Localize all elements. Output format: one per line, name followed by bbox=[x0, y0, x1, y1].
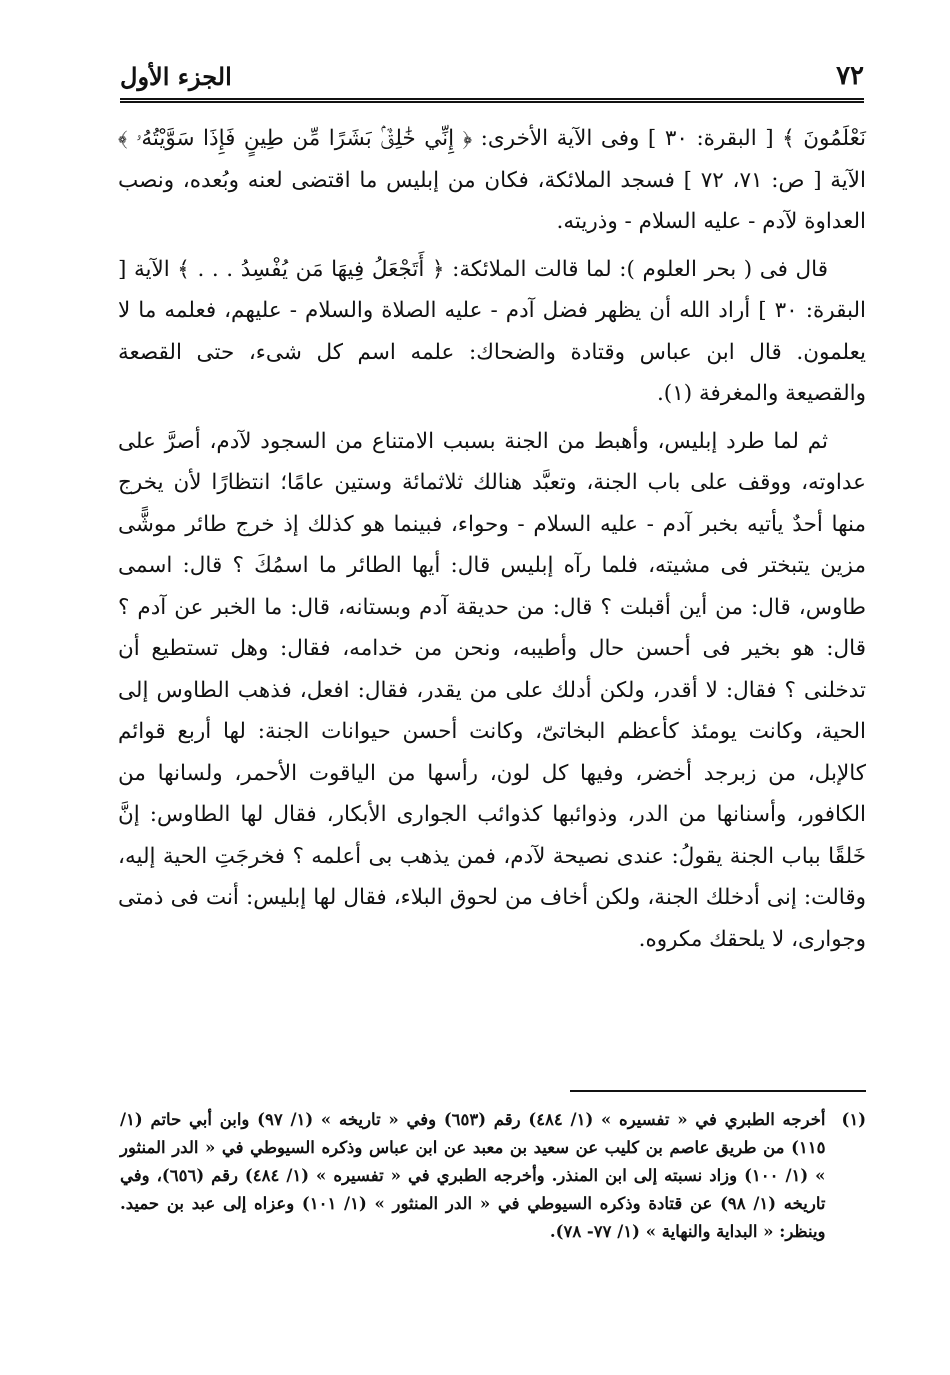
page-header bbox=[120, 54, 864, 103]
footnote bbox=[120, 1106, 866, 1246]
footnote-separator bbox=[570, 1090, 866, 1092]
paragraph-2: قال فى ( بحر العلوم ): لما قالت الملائكة: ﴿ أَتَجْعَلُ فِيهَا مَن يُفْسِدُ . . . ﴾ الآية [ البقرة: ٣٠ ] أراد الله أن يظهر فضل آدم - عليه الصلاة والسلام - عليهم، فعلمه ما لا يعلمون. قال ابن عباس وقتادة والضحاك: علمه اسم كل شىء، حتى القصعة والقصيعة والمغرفة (١). bbox=[118, 256, 866, 406]
running-title: الجزء الأول bbox=[120, 61, 232, 91]
paragraph-1: نَعْلَمُونَ ﴾ [ البقرة: ٣٠ ] وفى الآية الأخرى: ﴿ إِنِّي خَٰلِقٌۢ بَشَرًا مِّن طِينٍ فَإِذَا سَوَّيْتُهُۥ ﴾ الآية [ ص: ٧١، ٧٢ ] فسجد الملائكة، فكان من إبليس ما اقتضى لعنه وبُعده، ونصب العداوة لآدم - عليه السلام - وذريته. bbox=[118, 126, 867, 234]
footnote-marker: (١) bbox=[841, 1110, 866, 1129]
paragraph-3: ثم لما طرد إبليس، وأهبط من الجنة بسبب الامتناع من السجود لآدم، أصرَّ على عداوته، ووقف على باب الجنة، وتعبَّد هنالك ثلاثمائة وستين عامًا؛ انتظارًا لأن يخرج منها أحدٌ يأتيه بخبر آدم - عليه السلام - وحواء، فبينما هو كذلك إذ خرج طائر موشًّى مزين يتبختر فى مشيته، فلما رآه إبليس قال: أيها الطائر ما اسمُكَ ؟ قال: اسمى طاوس، قال: من أين أقبلت ؟ قال: من حديقة آدم وبستانه، قال: ما الخبر عن آدم ؟ قال: هو بخير فى أحسن حال وأطيبه، ونحن من خدامه، فقال: وهل تستطيع أن تدخلنى ؟ فقال: لا أقدر، ولكن أدلك على من يقدر، فقال: افعل، فذهب الطاوس إلى الحية، وكانت يومئذ كأعظم البخاتىّ، وكانت أحسن حيوانات الجنة: لها أربع قوائم كالإبل، من زبرجد أخضر، وفيها كل لون، رأسها من الياقوت الأحمر، ولسانها من الكافور، وأسنانها من الدر، وذوائبها كذوائب الجوارى الأبكار، فقال لها الطاوس: إنَّ خَلقًا بباب الجنة يقولُ: عندى نصيحة لآدم، فمن يذهب بى أعلمه ؟ فخرجَتِ الحية إليه، وقالت: إنى أدخلك الجنة، ولكن أخاف من لحوق البلاء، فقال لها إبليس: أنت فى ذمتى وجوارى، لا يلحقك مكروه. bbox=[118, 428, 866, 952]
page-number: ٧٢ bbox=[836, 61, 864, 91]
main-text bbox=[118, 118, 866, 960]
footnote-text: أخرجه الطبري في « تفسيره » (١/ ٤٨٤) رقم (٦٥٣) وفي « تاريخه » (١/ ٩٧) وابن أبي حاتم (١/ ١١٥) من طريق عاصم بن كليب عن سعيد بن معبد عن ابن عباس وذكره السيوطي في « الدر المنثور » (١/ ١٠٠) وزاد نسبته إلى ابن المنذر. وأخرجه الطبري في « تفسيره » (١/ ٤٨٤) رقم (٦٥٦)، وفي تاريخه (١/ ٩٨) عن قتادة وذكره السيوطي في « الدر المنثور » (١/ ١٠١) وعزاه إلى عبد بن حميد. وينظر: « البداية والنهاية » (١/ ٧٧- ٧٨). bbox=[120, 1110, 826, 1241]
